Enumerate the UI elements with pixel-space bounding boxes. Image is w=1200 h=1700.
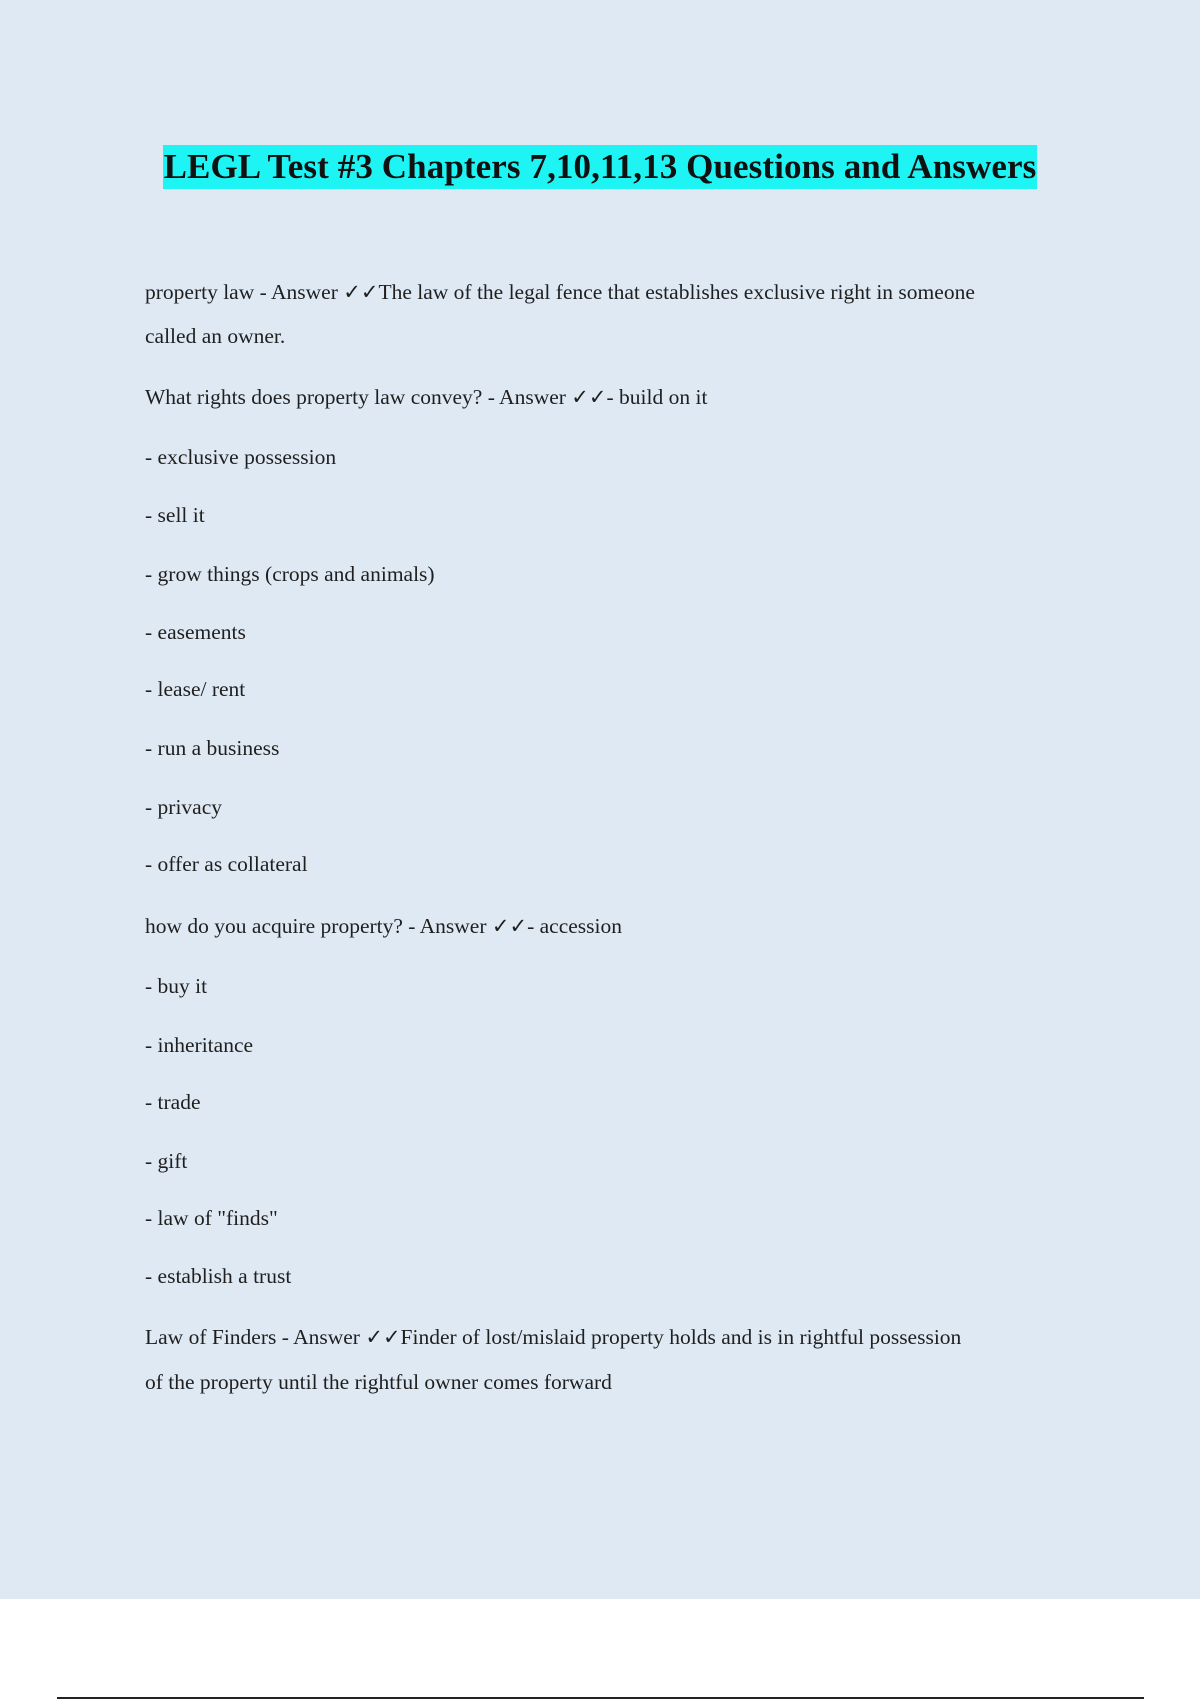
answer-continuation: of the property until the rightful owner comes forward [145, 1370, 612, 1394]
list-item: - exclusive possession [145, 445, 337, 469]
question-text: property law - Answer [145, 280, 344, 304]
list-item: - trade [145, 1090, 201, 1114]
list-item: - law of "finds" [145, 1206, 278, 1230]
double-check-icon: ✓✓ [343, 280, 379, 304]
document-title: LEGL Test #3 Chapters 7,10,11,13 Questions and Answers [163, 145, 1038, 189]
footer-divider [57, 1697, 1144, 1699]
list-item: - establish a trust [145, 1264, 292, 1288]
question-text: how do you acquire property? - Answer [145, 914, 492, 938]
answer-text: - build on it [606, 385, 708, 409]
title-container [0, 145, 1200, 189]
answer-continuation: called an owner. [145, 324, 286, 348]
qa-question-property-law [145, 277, 975, 307]
list-item: - grow things (crops and animals) [145, 562, 435, 586]
list-item: - offer as collateral [145, 852, 308, 876]
double-check-icon: ✓✓ [491, 914, 528, 938]
list-item: - gift [145, 1149, 188, 1173]
qa-question-acquire-property [145, 911, 622, 941]
question-text: Law of Finders - Answer [145, 1325, 366, 1349]
answer-text: - accession [527, 914, 623, 938]
list-item: - privacy [145, 795, 223, 819]
qa-question-property-rights [145, 382, 707, 412]
list-item: - lease/ rent [145, 677, 246, 701]
answer-text: The law of the legal fence that establishes exclusive right in someone [378, 280, 975, 304]
list-item: - inheritance [145, 1033, 254, 1057]
list-item: - easements [145, 620, 246, 644]
list-item: - sell it [145, 503, 205, 527]
double-check-icon: ✓✓ [365, 1325, 401, 1349]
list-item: - buy it [145, 974, 208, 998]
question-text: What rights does property law convey? - Answer [145, 385, 572, 409]
qa-question-law-of-finders [145, 1322, 961, 1352]
list-item: - run a business [145, 736, 280, 760]
double-check-icon: ✓✓ [571, 385, 607, 409]
answer-text: Finder of lost/mislaid property holds and is in rightful possession [400, 1325, 962, 1349]
